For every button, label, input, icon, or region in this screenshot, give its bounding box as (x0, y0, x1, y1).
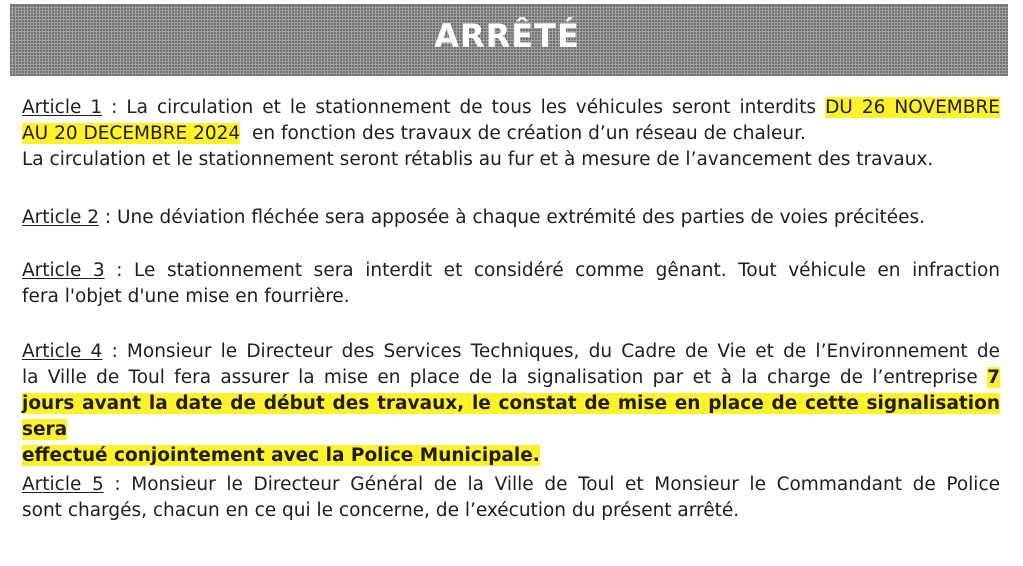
article-4-text: Monsieur le Directeur des Services Techniques, du Cadre de Vie et de l’Environnement de (126, 341, 1000, 362)
article-2-label: Article 2 (22, 207, 99, 228)
article-3-label: Article 3 (22, 260, 105, 281)
article-4-highlight-schedule: jours avant la date de début des travaux, le constat de mise en place de cette signalisation sera (22, 393, 1000, 440)
article-2-line-1: Article 2 : Une déviation fléchée sera apposée à chaque extrémité des parties de voies précitées. (22, 207, 926, 228)
article-5 (22, 472, 1000, 524)
article-1-label: Article 1 (22, 97, 103, 118)
article-1-text-cont: en fonction des travaux de création d’un réseau de chaleur. (240, 123, 806, 144)
article-1 (22, 95, 1000, 173)
document-title: ARRÊTÉ (434, 17, 580, 55)
article-1-line-2 (22, 121, 1000, 147)
article-4 (22, 339, 1000, 469)
article-4-line-4 (22, 443, 1000, 469)
article-5-label: Article 5 (22, 474, 104, 495)
article-2-text: Une déviation fléchée sera apposée à chaque extrémité des parties de voies précitées. (117, 207, 926, 228)
article-3-text: Le stationnement sera interdit et considéré comme gênant. Tout véhicule en infraction (134, 260, 1000, 281)
article-1-highlight-dates-start: DU 26 NOVEMBRE (825, 97, 1000, 118)
article-1-text: La circulation et le stationnement de tous les véhicules seront interdits (126, 97, 826, 118)
article-3-line-1: Article 3 : Le stationnement sera interdit et considéré comme gênant. Tout véhicule en infraction (22, 260, 1000, 281)
article-3-line-2: fera l'objet d'une mise en fourrière. (22, 286, 350, 307)
article-3 (22, 258, 1000, 310)
article-5-line-2: sont chargés, chacun en ce qui le concerne, de l’exécution du présent arrêté. (22, 500, 740, 521)
article-4-line-1: Article 4 : Monsieur le Directeur des Services Techniques, du Cadre de Vie et de l’Environnement de (22, 341, 1000, 362)
article-4-highlight-police: effectué conjointement avec la Police Municipale. (22, 445, 540, 466)
article-4-text-cont: la Ville de Toul fera assurer la mise en place de la signalisation par et à la charge de l’entreprise (22, 367, 988, 388)
article-1-line-3: La circulation et le stationnement seront rétablis au fur et à mesure de l’avancement des travaux. (22, 149, 934, 170)
article-4-label: Article 4 (22, 341, 103, 362)
article-1-highlight-dates-end: AU 20 DECEMBRE 2024 (22, 123, 241, 144)
article-1-line-1: Article 1 : La circulation et le stationnement de tous les véhicules seront interdits DU 26 NOVEMBRE (22, 97, 1000, 118)
title-banner (10, 4, 1008, 76)
article-2 (22, 205, 1000, 231)
article-4-line-2 (22, 365, 1000, 391)
article-5-text: Monsieur le Directeur Général de la Ville de Toul et Monsieur le Commandant de Police (131, 474, 1001, 495)
article-4-highlight-days: 7 (987, 367, 1000, 388)
article-5-line-1: Article 5 : Monsieur le Directeur Général de la Ville de Toul et Monsieur le Commandant de Police (22, 474, 1001, 495)
article-4-line-3 (22, 391, 1000, 443)
